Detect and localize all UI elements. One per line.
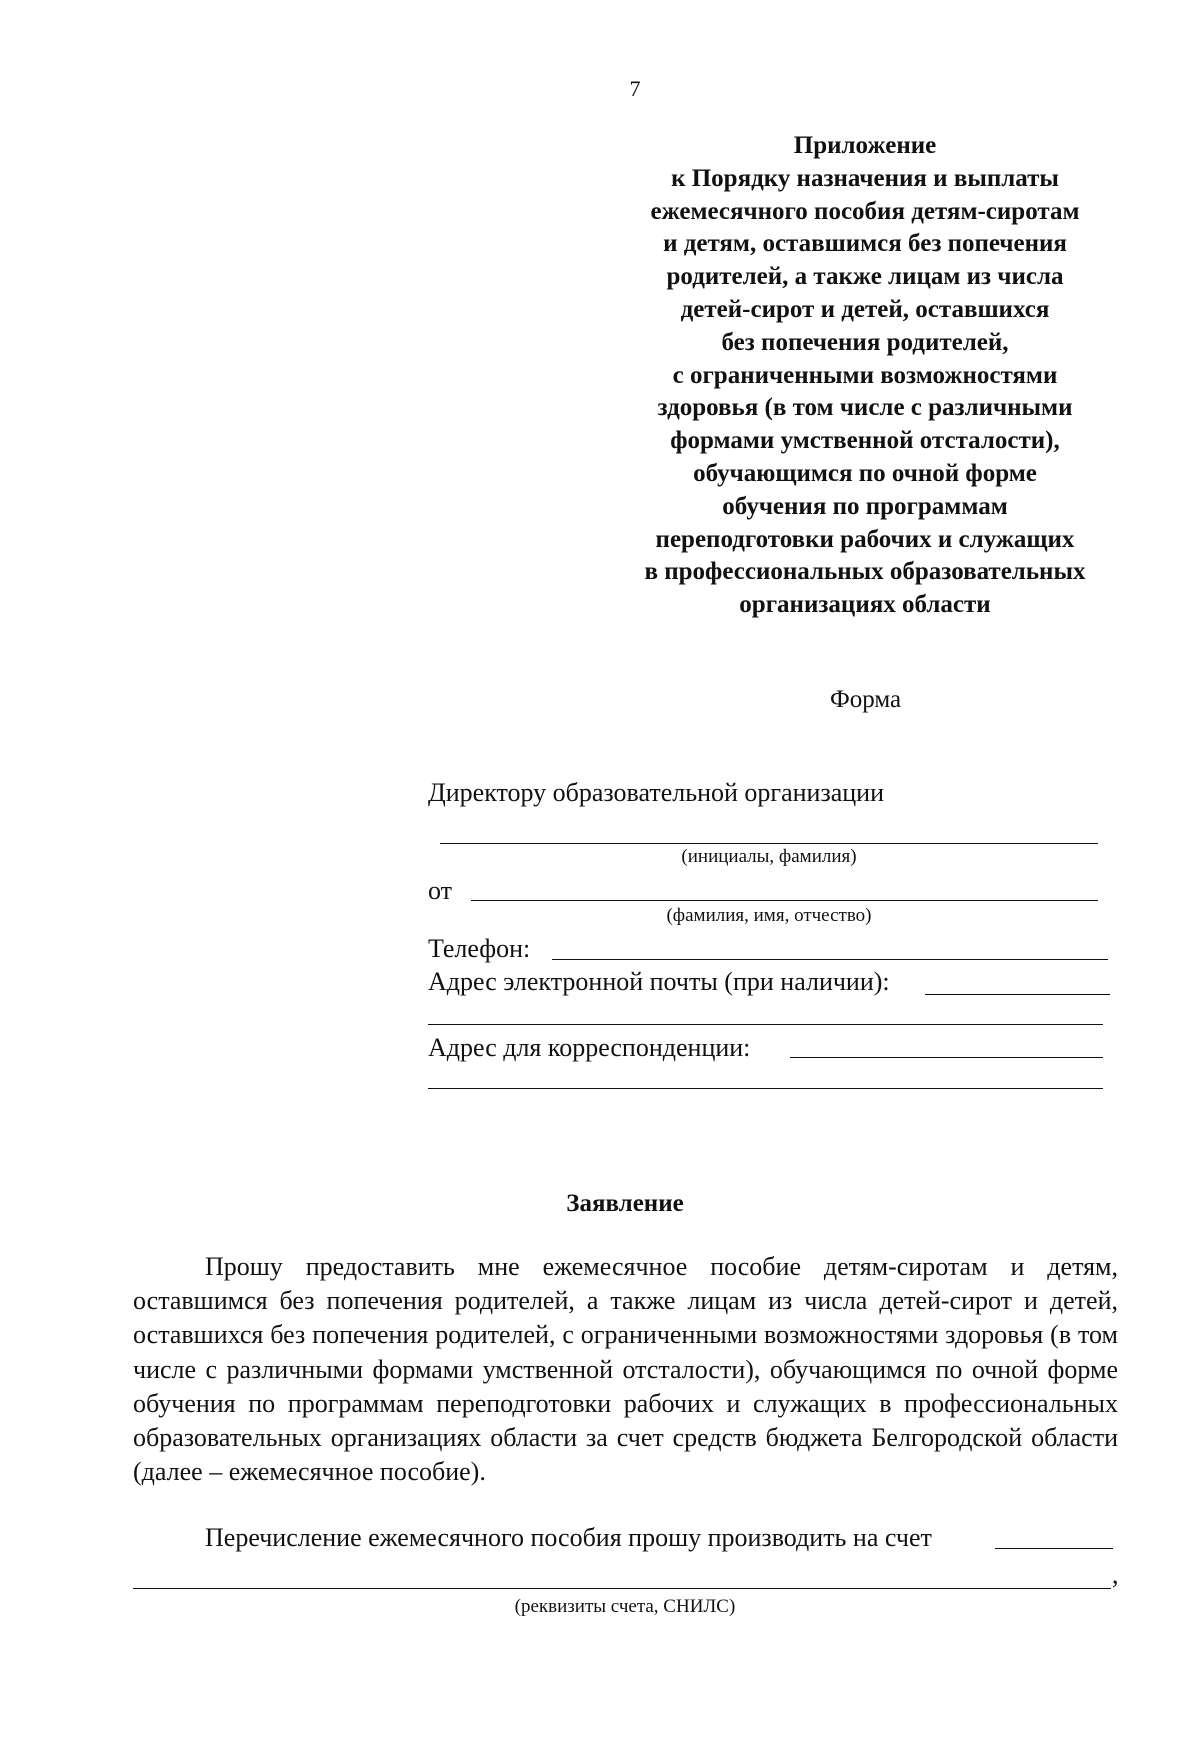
correspondence-address-field-continued[interactable] [428, 1088, 1103, 1089]
email-field-continued[interactable] [428, 1024, 1103, 1025]
transfer-text: Перечисление ежемесячного пособия прошу производить на счет [205, 1523, 932, 1552]
statement-body [133, 1250, 1118, 1489]
appendix-line: обучающимся по очной форме [693, 459, 1037, 487]
appendix-line: формами умственной отсталости), [670, 427, 1060, 455]
email-field[interactable] [925, 994, 1110, 995]
from-label: от [428, 876, 453, 905]
appendix-line: ежемесячного пособия детям-сиротам [650, 197, 1080, 225]
appendix-line: обучения по программам [722, 492, 1008, 520]
appendix-line: родителей, а также лицам из числа [666, 263, 1064, 291]
appendix-line: переподготовки рабочих и служащих [655, 525, 1075, 553]
account-field[interactable] [995, 1548, 1113, 1549]
appendix-line: с ограниченными возможностями [672, 361, 1058, 389]
form-label: Форма [830, 686, 902, 713]
appendix-line: и детям, оставшимся без попечения [663, 230, 1067, 258]
trailing-comma: , [1112, 1560, 1119, 1589]
appendix-line: без попечения родителей, [721, 328, 1009, 356]
appendix-line: здоровья (в том числе с различными [657, 394, 1073, 422]
statement-title: Заявление [566, 1190, 684, 1217]
director-caption: (инициалы, фамилия) [681, 846, 857, 867]
statement-paragraph: Прошу предоставить мне ежемесячное пособие детям-сиротам и детям, оставшимся без попечения родителей, а также лицам из числа детей-сирот и детей, оставшихся без попечения родителей, с ограниченными возможностями здоровья (в том числе с различными формами умственной отсталости), обучающимся по очной форме обучения по программам переподготовки рабочих и служащих в профессиональных образовательных организациях области за счет средств бюджета Белгородской области (далее – ежемесячное пособие). [133, 1252, 1118, 1487]
director-name-field[interactable] [440, 843, 1098, 844]
phone-label: Телефон: [428, 934, 531, 963]
appendix-line: Приложение [793, 132, 937, 159]
email-label: Адрес электронной почты (при наличии): [428, 967, 890, 996]
from-caption: (фамилия, имя, отчество) [666, 905, 872, 926]
correspondence-address-label: Адрес для корреспонденции: [428, 1033, 751, 1062]
phone-field[interactable] [552, 959, 1108, 960]
appendix-line: к Порядку назначения и выплаты [671, 164, 1059, 192]
director-label: Директору образовательной организации [428, 778, 884, 807]
account-caption: (реквизиты счета, СНИЛС) [514, 1596, 736, 1617]
appendix-header [600, 130, 1130, 622]
appendix-line: в профессиональных образовательных [644, 558, 1086, 586]
account-field-continued[interactable] [133, 1588, 1111, 1589]
correspondence-address-field[interactable] [790, 1057, 1103, 1058]
appendix-line: детей-сирот и детей, оставшихся [680, 295, 1050, 323]
page-number: 7 [629, 76, 641, 101]
from-name-field[interactable] [471, 900, 1098, 901]
appendix-line: организациях области [739, 591, 991, 619]
